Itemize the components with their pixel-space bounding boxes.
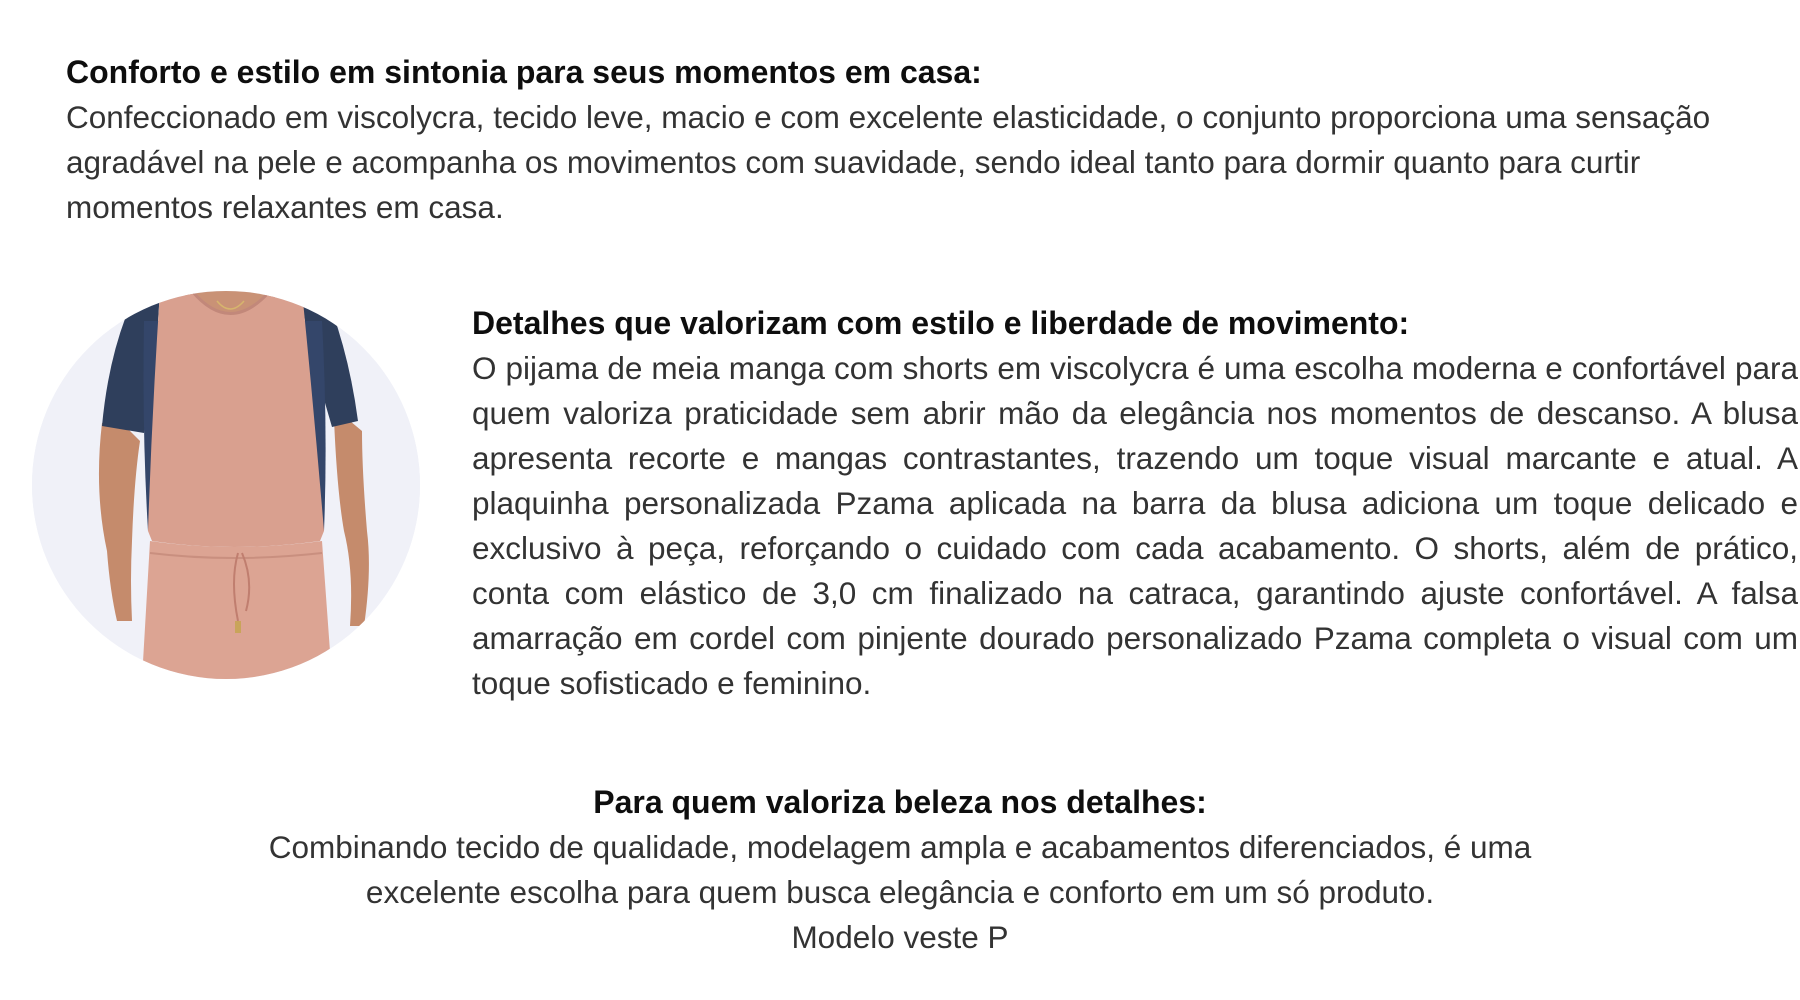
pajama-model-illustration bbox=[32, 291, 420, 679]
model-size-note: Modelo veste P bbox=[791, 919, 1009, 955]
intro-paragraph: Confeccionado em viscolycra, tecido leve, macio e com excelente elasticidade, o conjunto proporciona uma sensação agradável na pele e acompanha os movimentos com suavidade, sendo ideal tanto para dormir quanto para curtir momentos relaxantes em casa. bbox=[66, 99, 1711, 225]
details-paragraph: O pijama de meia manga com shorts em viscolycra é uma escolha moderna e confortável para quem valoriza praticidade sem abrir mão da elegância nos momentos de descanso. A blusa apresenta recorte e mangas contrastantes, trazendo um toque visual marcante e atual. A plaquinha personalizada Pzama aplicada na barra da blusa adiciona um toque delicado e exclusivo à peça, reforçando o cuidado com cada acabamento. O shorts, além de prático, conta com elástico de 3,0 cm finalizado na catraca, garantindo ajuste confortável. A falsa amarração em cordel com pinjente dourado personalizado Pzama completa o visual com um toque sofisticado e feminino. bbox=[472, 350, 1798, 701]
details-heading: Detalhes que valorizam com estilo e liberdade de movimento: bbox=[472, 305, 1410, 341]
product-photo bbox=[32, 291, 420, 679]
beauty-paragraph: Combinando tecido de qualidade, modelagem ampla e acabamentos diferenciados, é uma excelente escolha para quem busca elegância e conforto em um só produto. bbox=[268, 829, 1532, 910]
beauty-heading: Para quem valoriza beleza nos detalhes: bbox=[593, 784, 1207, 820]
pink-top-shape bbox=[148, 291, 324, 547]
beauty-section bbox=[220, 780, 1580, 960]
gold-pendant bbox=[235, 621, 241, 633]
details-section bbox=[472, 301, 1798, 706]
intro-section bbox=[66, 50, 1766, 230]
intro-heading: Conforto e estilo em sintonia para seus momentos em casa: bbox=[66, 54, 982, 90]
